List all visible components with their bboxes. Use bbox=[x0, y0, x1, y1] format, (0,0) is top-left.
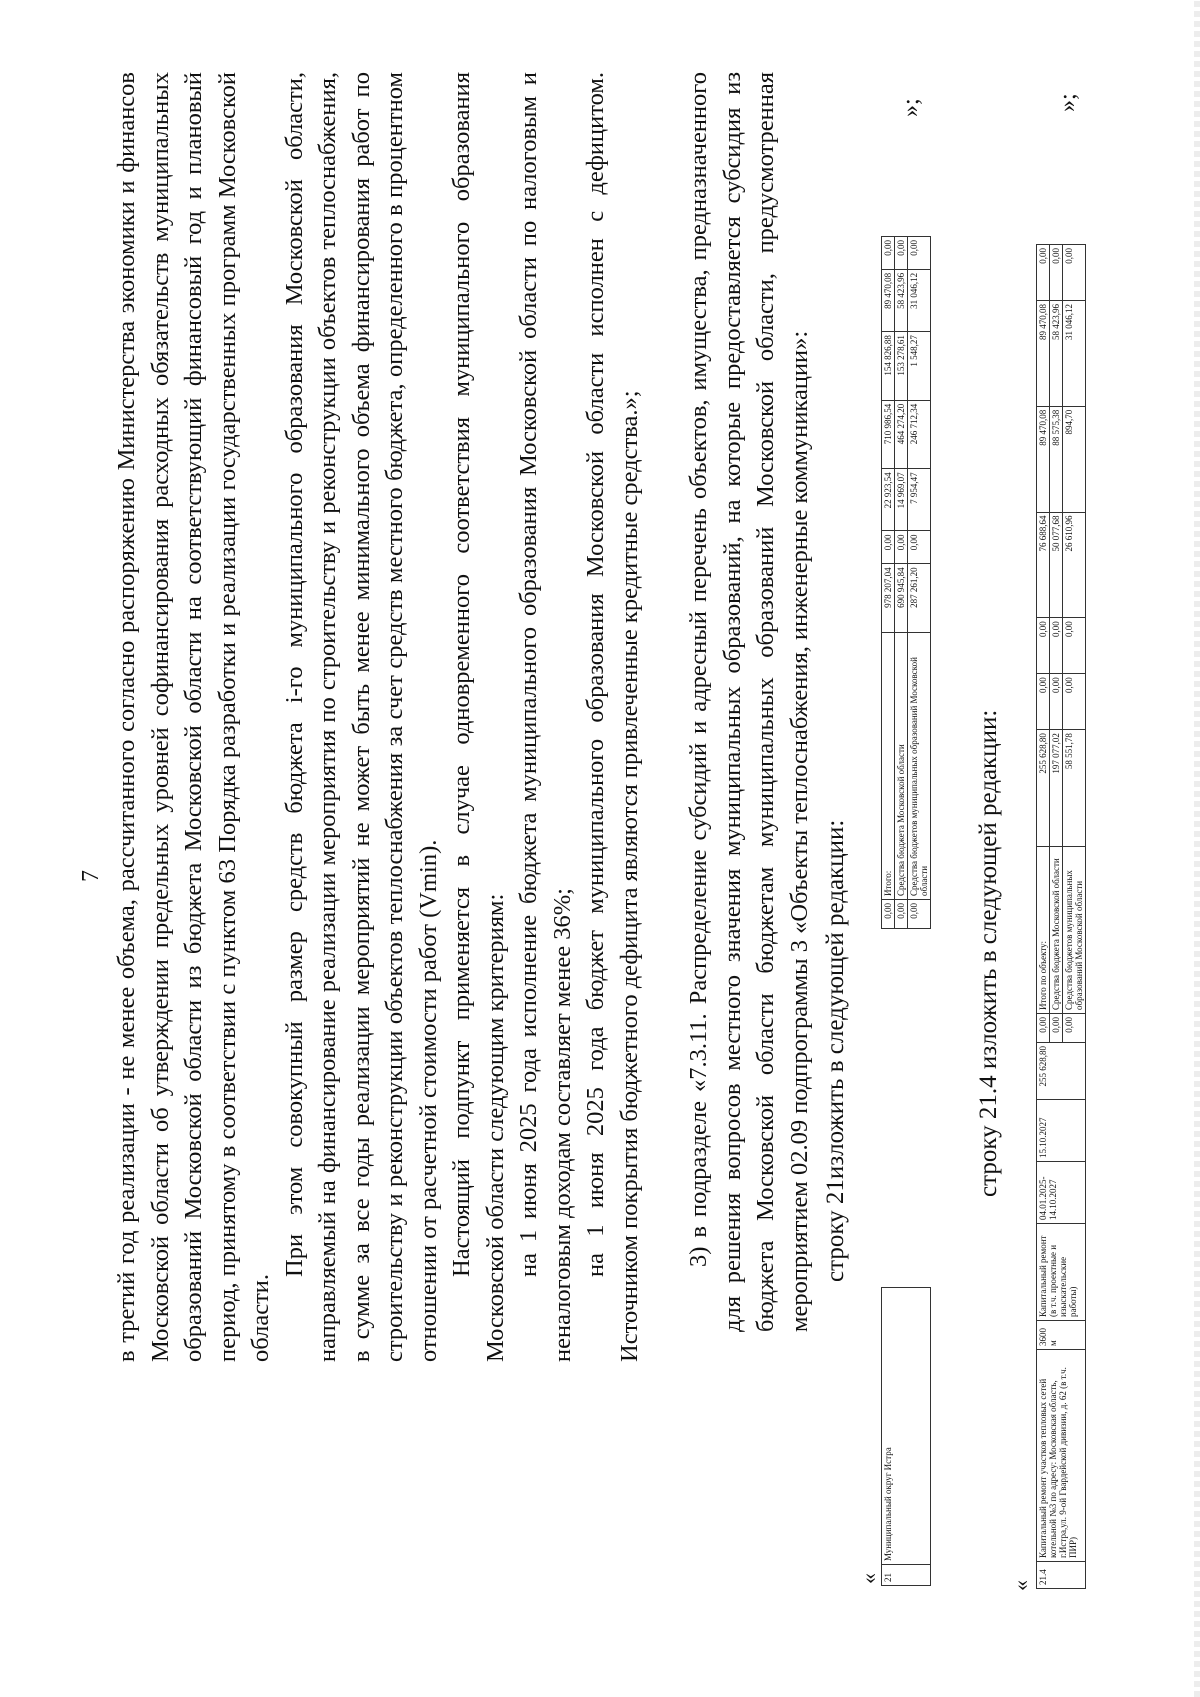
table-cell: 0,00 bbox=[1063, 674, 1086, 730]
table-cell: 89 470,08 bbox=[1037, 406, 1050, 512]
table-cell: 0,00 bbox=[1063, 1014, 1086, 1043]
table-cell-name: Муниципальный округ Истра bbox=[882, 1288, 931, 1565]
table-cell: 710 986,54 bbox=[882, 400, 895, 469]
table-cell: 246 712,34 bbox=[908, 400, 931, 469]
table-cell: 14 969,07 bbox=[895, 469, 908, 531]
page-number: 7 bbox=[78, 870, 104, 882]
table-cell: 0,00 bbox=[882, 237, 895, 270]
table-cell-label: Итого: bbox=[882, 633, 895, 900]
table-cell: 978 207,04 bbox=[882, 564, 895, 633]
table-cell: 154 826,88 bbox=[882, 332, 895, 401]
table-cell-label: Итого по объекту: bbox=[1037, 847, 1050, 1014]
text-paragraph: 3) в подразделе «7.3.11. Распределение субсидий и адресный перечень объектов, имущества, предназначенного для решения вопросов местного значения муниципальных образований, на которые предоставляется субсидия из бюджета Московской области бюджетам муниципальных образований Московской области, предусмотренная мероприятием 02.09 подпрограммы 3 «Объекты теплоснабжения, инженерные коммуникации»: bbox=[685, 72, 813, 1332]
table-cell: 0,00 bbox=[1063, 618, 1086, 674]
table-cell: 0,00 bbox=[1037, 674, 1050, 730]
scan-artifact bbox=[1194, 0, 1200, 1697]
table-cell: 0,00 bbox=[882, 531, 895, 564]
table-cell: 0,00 bbox=[1063, 245, 1086, 301]
table-cell: 58 551,78 bbox=[1063, 730, 1086, 847]
table-cell: 153 278,61 bbox=[895, 332, 908, 401]
text-paragraph: в третий год реализации - не менее объема, рассчитанного согласно распоряжению Министерства экономики и финансов Московской области об утверждении предельных уровней софинансирования расходных обязательств муниципальных образований Московской области из бюджета Московской области на соответствующий финансовый год и плановый период, принятому в соответствии с пунктом 63 Порядка разработки и реализации государственных программ Московской области. bbox=[113, 72, 274, 1362]
table-cell: 690 945,84 bbox=[895, 564, 908, 633]
table-cell: 58 423,96 bbox=[895, 269, 908, 331]
table-cell-period: 04.01.2025-14.10.2027 bbox=[1037, 1162, 1086, 1224]
table-cell: 0,00 bbox=[895, 900, 908, 929]
line-21-4-label: строку 21.4 изложить в следующей редакции: bbox=[975, 709, 1002, 1197]
table-cell: 50 077,68 bbox=[1050, 512, 1063, 618]
paragraph-block-2 bbox=[682, 72, 816, 1332]
table-cell-date: 15.10.2027 bbox=[1037, 1100, 1086, 1162]
table-line-21-4 bbox=[1036, 244, 1086, 1589]
table-cell-cost: 255 628,80 bbox=[1037, 1043, 1086, 1100]
table-cell: 31 046,12 bbox=[1063, 301, 1086, 407]
table-cell: 287 261,20 bbox=[908, 564, 931, 633]
table-cell: 197 077,02 bbox=[1050, 730, 1063, 847]
table-cell: 894,70 bbox=[1063, 406, 1086, 512]
table-cell: 0,00 bbox=[895, 237, 908, 270]
table-cell-empty bbox=[882, 929, 931, 1288]
table-cell: 0,00 bbox=[1037, 245, 1050, 301]
table-cell: 0,00 bbox=[1050, 618, 1063, 674]
table-row bbox=[882, 237, 895, 1586]
text-paragraph: При этом совокупный размер средств бюджета i-го муниципального образования Московской области, направляемый на финансирование реализации мероприятия по строительству и реконструкции объектов теплоснабжения, в сумме за все годы реализации мероприятий не может быть менее минимального объема финансирования работ по строительству и реконструкции объектов теплоснабжения за счет средств местного бюджета, определенного в процентном отношении от расчетной стоимости работ (Vmin). bbox=[280, 72, 442, 1362]
table-cell: 0,00 bbox=[1050, 245, 1063, 301]
text-paragraph: на 1 июня 2025 года бюджет муниципального образования Московской области исполнен с дефицитом. Источником покрытия бюджетного дефицита являются привлеченные кредитные средства.»; bbox=[582, 72, 643, 1362]
close-quote: »; bbox=[1055, 93, 1081, 112]
table-cell-capacity: 3600 м bbox=[1037, 1321, 1086, 1350]
table-cell-num: 21.4 bbox=[1037, 1562, 1086, 1589]
paragraph-block-1 bbox=[110, 72, 646, 1362]
table-cell: 22 923,54 bbox=[882, 469, 895, 531]
table-cell: 0,00 bbox=[908, 237, 931, 270]
table-line-21 bbox=[881, 236, 931, 1586]
table-cell: 0,00 bbox=[882, 900, 895, 929]
table-cell-label: Средства бюджетов муниципальных образований Московской области bbox=[908, 633, 931, 900]
line-21-label: строку 21изложить в следующей редакции: bbox=[822, 819, 849, 1282]
table-cell: 58 423,96 bbox=[1050, 301, 1063, 407]
table-cell: 31 046,12 bbox=[908, 269, 931, 331]
text-paragraph: на 1 июня 2025 года исполнение бюджета муниципального образования Московской области по налоговым и неналоговым доходам составляет менее 36%; bbox=[515, 72, 576, 1362]
table-cell-label: Средства бюджетов муниципальных образований Московской области bbox=[1063, 847, 1086, 1014]
table-cell: 0,00 bbox=[1037, 1014, 1050, 1043]
table-cell: 0,00 bbox=[908, 531, 931, 564]
table-cell-work: Капитальный ремонт (в т.ч. проектные и изыскательские работы) bbox=[1037, 1224, 1086, 1321]
close-quote: »; bbox=[898, 98, 924, 117]
table-cell: 464 274,20 bbox=[895, 400, 908, 469]
table-cell: 255 628,80 bbox=[1037, 730, 1050, 847]
table-cell: 0,00 bbox=[895, 531, 908, 564]
table-cell-label: Средства бюджета Московской области bbox=[895, 633, 908, 900]
table-row bbox=[1037, 245, 1050, 1589]
table-cell: 88 575,38 bbox=[1050, 406, 1063, 512]
table-cell-name: Капитальный ремонт участков тепловых сетей котельной №3 по адресу: Московская область, г.Истра,ул. 9-ой Гвардейской дивизии, д. 62 (в т.ч. ПИР) bbox=[1037, 1350, 1086, 1562]
table-cell: 26 610,96 bbox=[1063, 512, 1086, 618]
open-quote: « bbox=[856, 1573, 881, 1584]
table-cell: 0,00 bbox=[1050, 674, 1063, 730]
table-cell: 89 470,08 bbox=[882, 269, 895, 331]
open-quote: « bbox=[1008, 1580, 1033, 1591]
table-cell-label: Средства бюджета Московской области bbox=[1050, 847, 1063, 1014]
table-cell: 1 548,27 bbox=[908, 332, 931, 401]
table-cell: 89 470,08 bbox=[1037, 301, 1050, 407]
table-cell: 0,00 bbox=[1037, 618, 1050, 674]
table-cell: 0,00 bbox=[908, 900, 931, 929]
table-cell: 0,00 bbox=[1050, 1014, 1063, 1043]
table-cell: 76 688,64 bbox=[1037, 512, 1050, 618]
table-cell-num: 21 bbox=[882, 1565, 931, 1586]
table-cell: 7 954,47 bbox=[908, 469, 931, 531]
text-paragraph: Настоящий подпункт применяется в случае одновременного соответствия муниципального образования Московской области следующим критериям: bbox=[448, 72, 509, 1362]
